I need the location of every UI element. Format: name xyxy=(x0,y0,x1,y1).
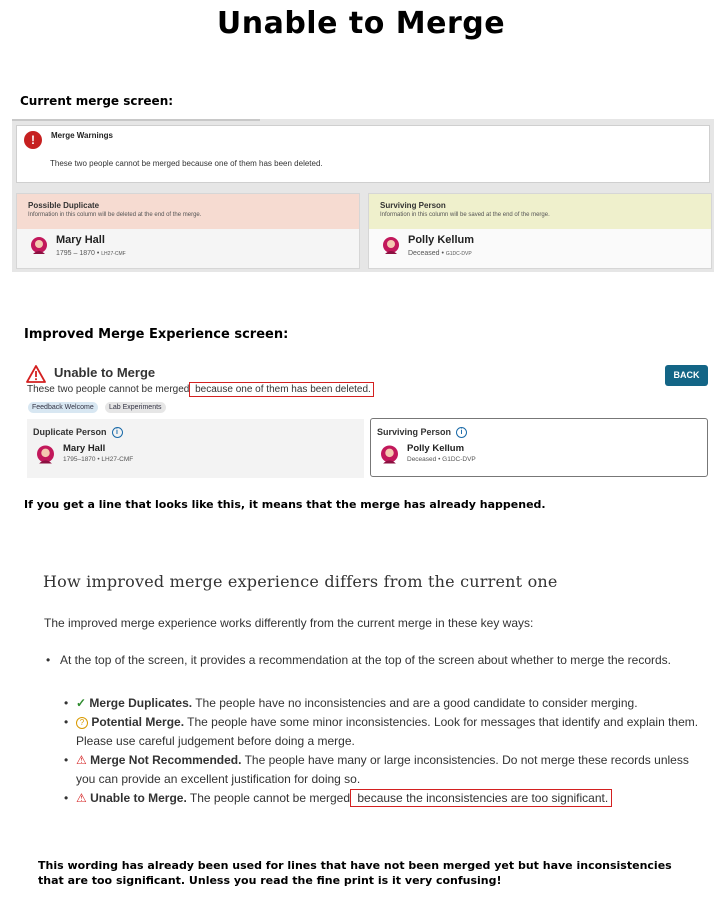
person-name[interactable]: Mary Hall xyxy=(63,443,106,454)
unable-to-merge-title: Unable to Merge xyxy=(54,365,156,380)
person-lifespan: 1795–1870 • LH27-CMF xyxy=(63,456,134,463)
surviving-person-heading xyxy=(377,427,467,438)
duplicate-person-heading xyxy=(33,427,123,438)
female-avatar-icon xyxy=(37,445,54,465)
info-icon[interactable]: i xyxy=(456,427,467,438)
improved-merge-heading: Improved Merge Experience screen: xyxy=(24,327,289,342)
item-label: Merge Duplicates. xyxy=(89,696,193,710)
doc-heading: How improved merge experience differs from the current one xyxy=(43,572,558,591)
lab-experiments-tag[interactable]: Lab Experiments xyxy=(105,402,166,413)
possible-duplicate-card xyxy=(16,193,360,269)
message-highlight: because one of them has been deleted. xyxy=(189,382,373,397)
annotation-note-merged: If you get a line that looks like this, it means that the merge has already happened. xyxy=(24,498,546,511)
list-item-text xyxy=(76,713,702,751)
person-deceased: Deceased • xyxy=(408,250,444,257)
merge-warnings-box xyxy=(16,125,710,183)
warning-icon: ⚠ xyxy=(76,753,87,767)
item-label: Merge Not Recommended. xyxy=(90,753,242,767)
person-dates: 1795 – 1870 • xyxy=(56,250,100,257)
person-id: LH27-CMF xyxy=(101,251,126,257)
warning-icon: ⚠ xyxy=(76,791,87,805)
possible-duplicate-header xyxy=(17,194,359,229)
question-icon: ? xyxy=(76,717,88,729)
person-lifespan xyxy=(56,250,126,257)
person-status: Deceased • G1DC-DVP xyxy=(407,456,476,463)
unable-to-merge-message xyxy=(27,384,374,395)
bullet-icon: • xyxy=(64,696,69,710)
possible-duplicate-subheading: Information in this column will be deleted at the end of the merge. xyxy=(28,212,202,218)
item-text: The people have no inconsistencies and are a good candidate to consider merging. xyxy=(192,696,638,710)
list-item-text xyxy=(76,694,702,713)
duplicate-person-card xyxy=(27,419,364,478)
error-icon: ! xyxy=(24,131,42,149)
person-status xyxy=(408,250,472,257)
person-name[interactable]: Polly Kellum xyxy=(408,234,475,246)
surviving-person-subheading: Information in this column will be saved at the end of the merge. xyxy=(380,212,550,218)
person-name[interactable]: Mary Hall xyxy=(56,234,105,246)
bullet-icon: • xyxy=(64,791,69,805)
merge-warnings-text: These two people cannot be merged because one of them has been deleted. xyxy=(50,159,323,168)
female-avatar-icon xyxy=(31,237,47,255)
bullet-icon: • xyxy=(64,753,69,767)
check-icon: ✓ xyxy=(76,696,87,710)
item-highlight: because the inconsistencies are too significant. xyxy=(350,789,612,807)
divider xyxy=(12,119,260,121)
list-item-text: At the top of the screen, it provides a recommendation at the top of the screen about whether to merge the records. xyxy=(60,653,672,667)
info-icon[interactable]: i xyxy=(112,427,123,438)
surviving-person-heading-label: Surviving Person xyxy=(377,427,452,437)
list-item-text xyxy=(76,751,702,789)
duplicate-person-heading-label: Duplicate Person xyxy=(33,427,107,437)
person-id: G1DC-DVP xyxy=(445,251,472,257)
bullet-icon: • xyxy=(46,653,51,667)
female-avatar-icon xyxy=(383,237,399,255)
surviving-person-card xyxy=(368,193,712,269)
page-title: Unable to Merge xyxy=(216,6,506,41)
warning-triangle-icon xyxy=(26,365,46,383)
list-item-text xyxy=(76,789,702,808)
female-avatar-icon xyxy=(381,445,398,465)
feedback-welcome-tag[interactable]: Feedback Welcome xyxy=(28,402,98,413)
item-text: The people cannot be merged xyxy=(186,791,351,805)
merge-warnings-title: Merge Warnings xyxy=(51,131,113,140)
surviving-person-card xyxy=(370,418,708,477)
message-start: These two people cannot be merged xyxy=(27,384,190,395)
bullet-icon: • xyxy=(64,715,69,729)
back-button[interactable]: BACK xyxy=(665,365,708,386)
surviving-person-header xyxy=(369,194,711,229)
doc-intro: The improved merge experience works differently from the current merge in these key ways: xyxy=(44,616,534,630)
item-label: Unable to Merge. xyxy=(90,791,187,805)
possible-duplicate-heading: Possible Duplicate xyxy=(28,201,100,210)
item-text: The people have many or large inconsistencies. Do not merge these records unless you can provide an excellent justification for doing so. xyxy=(76,753,689,786)
person-name[interactable]: Polly Kellum xyxy=(407,443,465,454)
annotation-note-confusing: This wording has already been used for lines that have not been merged yet but have inconsistencies that are too significant. Unless you read the fine print is it very confusing! xyxy=(38,859,672,887)
surviving-person-heading: Surviving Person xyxy=(380,201,446,210)
item-text: The people have some minor inconsistencies. Look for messages that identify and explain them. Please use careful judgement before doing a merge. xyxy=(76,715,699,748)
current-merge-heading: Current merge screen: xyxy=(20,94,174,108)
item-label: Potential Merge. xyxy=(91,715,185,729)
